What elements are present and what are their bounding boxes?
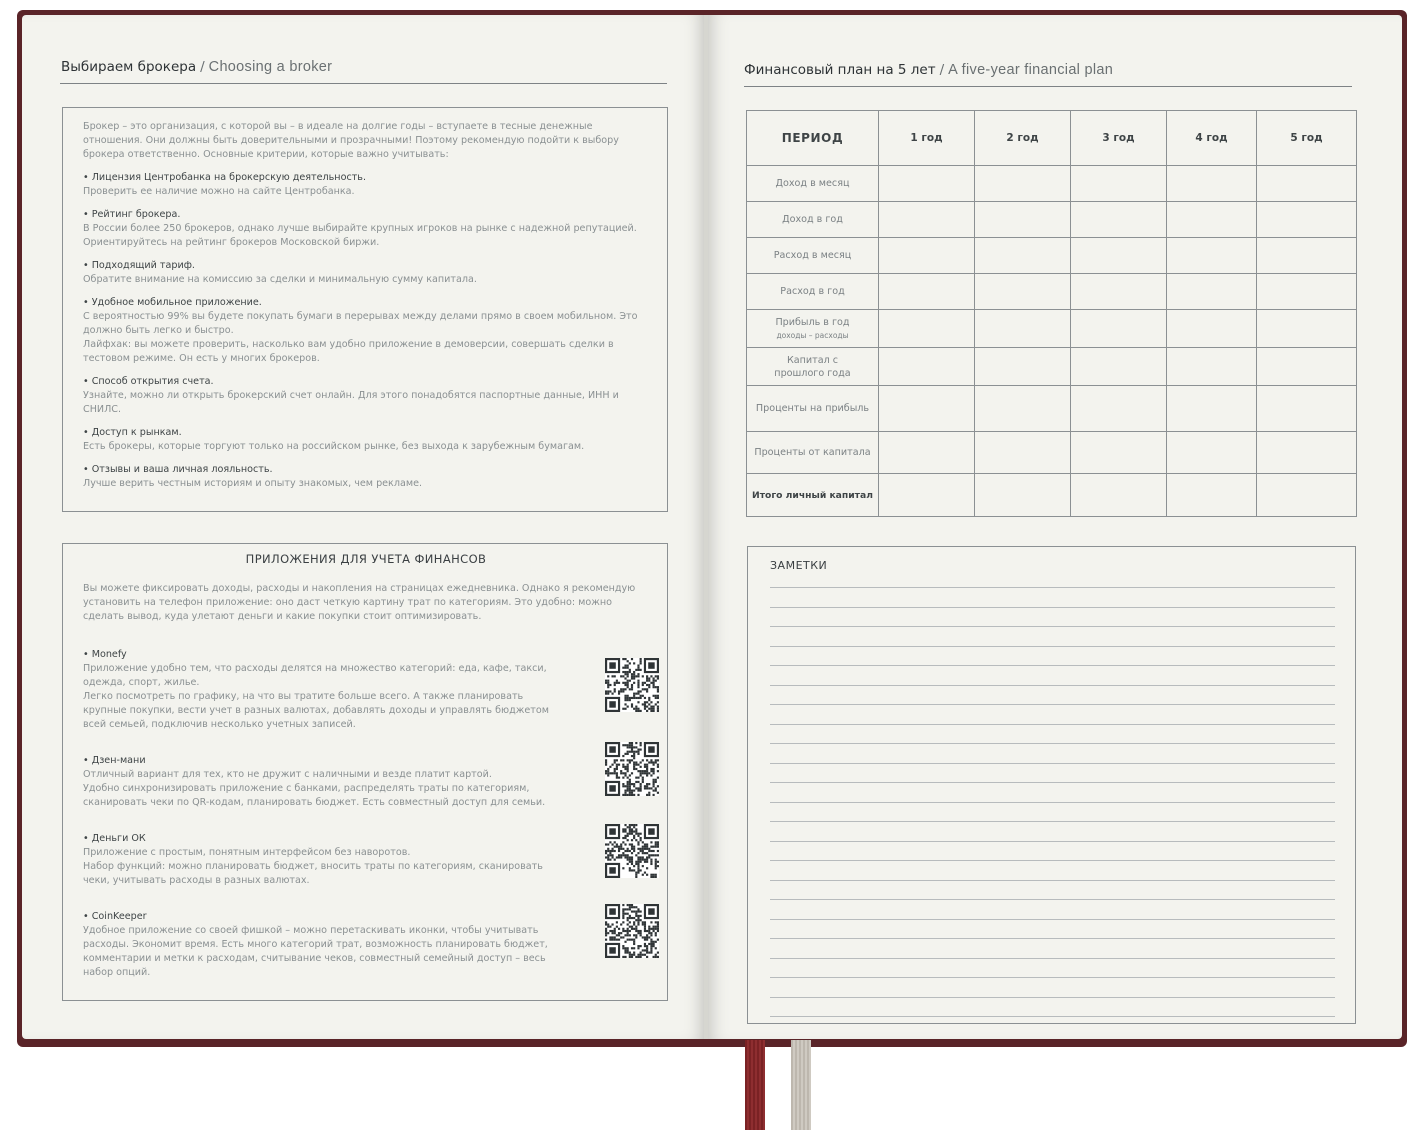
- broker-criteria-box: [62, 107, 668, 512]
- table-row: [747, 386, 1357, 432]
- note-line[interactable]: [770, 821, 1335, 822]
- note-line[interactable]: [770, 802, 1335, 803]
- table-cell[interactable]: [1257, 166, 1357, 202]
- note-line[interactable]: [770, 997, 1335, 998]
- qr-code-icon: [605, 904, 659, 958]
- app-text: Удобно синхронизировать приложение с банками, распределять траты по категориям, сканировать чеки по QR-кодам, планировать бюджет. Есть совместный доступ для семьи.: [83, 783, 546, 808]
- criterion-title: • Доступ к рынкам.: [83, 427, 182, 438]
- app-title: • Деньги ОК: [83, 833, 146, 844]
- table-cell[interactable]: [1257, 238, 1357, 274]
- app-text: Набор функций: можно планировать бюджет, вносить траты по категориям, сканировать чеки, учитывать расходы в разных валютах.: [83, 861, 543, 886]
- note-line[interactable]: [770, 1016, 1335, 1017]
- year-header: 1 год: [879, 111, 975, 166]
- table-cell[interactable]: [879, 166, 975, 202]
- table-cell[interactable]: [1071, 474, 1167, 517]
- table-cell[interactable]: [1257, 474, 1357, 517]
- criterion-text: С вероятностью 99% вы будете покупать бумаги в перерывах между делами прямо в своем мобильном. Это должно быть легко и быстро.: [83, 311, 638, 336]
- app-entry-dengi-ok: [83, 832, 649, 888]
- header-en: Choosing a broker: [208, 59, 333, 75]
- table-cell[interactable]: [1167, 202, 1257, 238]
- table-cell[interactable]: [975, 202, 1071, 238]
- note-line[interactable]: [770, 607, 1335, 608]
- table-cell[interactable]: [1071, 166, 1167, 202]
- note-line[interactable]: [770, 587, 1335, 588]
- table-cell[interactable]: [1167, 238, 1257, 274]
- year-header: 4 год: [1167, 111, 1257, 166]
- criterion-title: • Рейтинг брокера.: [83, 209, 181, 220]
- header-ru: Финансовый план на 5 лет: [744, 62, 936, 78]
- criterion-title: • Лицензия Центробанка на брокерскую деятельность.: [83, 172, 367, 183]
- table-cell[interactable]: [1257, 386, 1357, 432]
- year-header: 3 год: [1071, 111, 1167, 166]
- table-cell[interactable]: [879, 310, 975, 348]
- app-text: Приложение с простым, понятным интерфейсом без наворотов.: [83, 847, 411, 858]
- left-page-header: [61, 59, 332, 75]
- note-line[interactable]: [770, 782, 1335, 783]
- header-ru: Выбираем брокера: [61, 59, 197, 75]
- table-header-row: [747, 111, 1357, 166]
- table-cell[interactable]: [1167, 386, 1257, 432]
- note-line[interactable]: [770, 743, 1335, 744]
- row-label: Проценты на прибыль: [747, 386, 879, 432]
- five-year-plan-table: [746, 110, 1357, 517]
- table-cell[interactable]: [1257, 202, 1357, 238]
- table-cell[interactable]: [1257, 348, 1357, 386]
- row-label: Расход в месяц: [747, 238, 879, 274]
- table-cell[interactable]: [1167, 474, 1257, 517]
- note-line[interactable]: [770, 841, 1335, 842]
- note-line[interactable]: [770, 704, 1335, 705]
- qr-code-icon: [605, 824, 659, 878]
- row-label: Доход в месяц: [747, 166, 879, 202]
- table-cell[interactable]: [1167, 274, 1257, 310]
- table-cell[interactable]: [975, 348, 1071, 386]
- table-cell[interactable]: [975, 166, 1071, 202]
- app-title: • Monefy: [83, 649, 127, 660]
- note-line[interactable]: [770, 763, 1335, 764]
- table-cell[interactable]: [1071, 202, 1167, 238]
- table-cell[interactable]: [975, 310, 1071, 348]
- apps-title: ПРИЛОЖЕНИЯ ДЛЯ УЧЕТА ФИНАНСОВ: [245, 552, 487, 566]
- note-line[interactable]: [770, 919, 1335, 920]
- note-line[interactable]: [770, 938, 1335, 939]
- note-line[interactable]: [770, 646, 1335, 647]
- table-row: [747, 348, 1357, 386]
- table-cell[interactable]: [1071, 310, 1167, 348]
- bookmark-ribbon-beige[interactable]: [791, 1040, 811, 1130]
- table-cell[interactable]: [1167, 348, 1257, 386]
- criterion-text: Обратите внимание на комиссию за сделки и минимальную сумму капитала.: [83, 274, 477, 285]
- note-line[interactable]: [770, 899, 1335, 900]
- table-row: [747, 432, 1357, 474]
- app-title: • Дзен-мани: [83, 755, 146, 766]
- table-row: [747, 274, 1357, 310]
- criterion-text: В России более 250 брокеров, однако лучше выбирайте крупных игроков на рынке с надежной репутацией. Ориентируйтесь на рейтинг брокеров Московской биржи.: [83, 223, 637, 248]
- bookmark-ribbon-red[interactable]: [745, 1040, 765, 1130]
- header-en: A five-year financial plan: [948, 62, 1114, 78]
- table-cell[interactable]: [879, 202, 975, 238]
- criterion-text: Узнайте, можно ли открыть брокерский счет онлайн. Для этого понадобятся паспортные данные, ИНН и СНИЛС.: [83, 390, 619, 415]
- left-page: [22, 15, 705, 1039]
- header-rule: [744, 86, 1352, 87]
- criterion-text: Лучше верить честным историям и опыту знакомых, чем рекламе.: [83, 478, 423, 489]
- header-separator: /: [200, 59, 205, 75]
- note-line[interactable]: [770, 665, 1335, 666]
- table-cell[interactable]: [975, 274, 1071, 310]
- app-text: Легко посмотреть по графику, на что вы тратите больше всего. А также планировать крупные покупки, вести учет в разных валютах, добавлять доходы и управлять бюджетом всей семьей, подключив несколько учетных записей.: [83, 691, 549, 730]
- apps-intro: Вы можете фиксировать доходы, расходы и накопления на страницах ежедневника. Однако я рекомендую установить на телефон приложение: оно даст четкую картину трат по категориям. Это удобно: можно сделать вывод, куда улетают деньги и какие покупки стоит оптимизировать.: [83, 583, 636, 622]
- row-label: Проценты от капитала: [747, 432, 879, 474]
- notes-title: ЗАМЕТКИ: [770, 559, 828, 572]
- year-header: 5 год: [1257, 111, 1357, 166]
- table-cell[interactable]: [879, 348, 975, 386]
- table-row: [747, 202, 1357, 238]
- table-cell[interactable]: [1257, 310, 1357, 348]
- table-cell[interactable]: [1071, 238, 1167, 274]
- table-cell[interactable]: [975, 386, 1071, 432]
- note-line[interactable]: [770, 724, 1335, 725]
- row-label: Итого личный капитал: [747, 474, 879, 517]
- note-line[interactable]: [770, 626, 1335, 627]
- table-row: [747, 310, 1357, 348]
- note-line[interactable]: [770, 958, 1335, 959]
- table-row: [747, 238, 1357, 274]
- app-title: • CoinKeeper: [83, 911, 147, 922]
- note-line[interactable]: [770, 880, 1335, 881]
- note-line[interactable]: [770, 860, 1335, 861]
- note-line[interactable]: [770, 977, 1335, 978]
- criterion-title: • Отзывы и ваша личная лояльность.: [83, 464, 273, 475]
- criterion-title: • Подходящий тариф.: [83, 260, 195, 271]
- criterion-text: Проверить ее наличие можно на сайте Центробанка.: [83, 186, 355, 197]
- table-cell[interactable]: [879, 238, 975, 274]
- app-text: Отличный вариант для тех, кто не дружит с наличными и везде платит картой.: [83, 769, 492, 780]
- qr-code-icon: [605, 658, 659, 712]
- table-cell[interactable]: [1071, 348, 1167, 386]
- row-label-sub: доходы – расходы: [776, 330, 849, 340]
- table-cell[interactable]: [1167, 166, 1257, 202]
- table-cell[interactable]: [1071, 386, 1167, 432]
- row-label: Капитал с прошлого года: [747, 348, 879, 386]
- app-entry-monefy: [83, 648, 649, 732]
- criterion-text: Лайфхак: вы можете проверить, насколько вам удобно приложение в демоверсии, совершать сделки в тестовом режиме. Он есть у многих брокеров.: [83, 339, 614, 364]
- table-cell[interactable]: [879, 274, 975, 310]
- year-header: 2 год: [975, 111, 1071, 166]
- table-cell[interactable]: [975, 432, 1071, 474]
- row-label: Расход в год: [747, 274, 879, 310]
- table-cell[interactable]: [1071, 274, 1167, 310]
- app-text: Удобное приложение со своей фишкой – можно перетаскивать иконки, чтобы учитывать расходы. Экономит время. Есть много категорий трат, возможность планировать бюджет, комментарии и метки к расходам, считывание чеков, совместный семейный доступ – весь набор опций.: [83, 925, 548, 978]
- table-cell[interactable]: [1071, 432, 1167, 474]
- notes-box: [747, 546, 1356, 1024]
- table-cell[interactable]: [879, 432, 975, 474]
- table-cell[interactable]: [879, 386, 975, 432]
- criterion-title: • Способ открытия счета.: [83, 376, 214, 387]
- broker-criteria-text: [83, 120, 649, 491]
- broker-intro: Брокер – это организация, с которой вы – в идеале на долгие годы – вступаете в тесные денежные отношения. Они должны быть доверительными и прозрачными! Поэтому рекомендую подойти к выбору брокера ответственно. Основные критерии, которые важно учитывать:: [83, 121, 619, 160]
- header-separator: /: [939, 62, 945, 78]
- row-label-main: Прибыль в год: [775, 316, 850, 328]
- criterion-title: • Удобное мобильное приложение.: [83, 297, 262, 308]
- finance-apps-box: [62, 543, 668, 1001]
- qr-code-icon: [605, 742, 659, 796]
- table-cell[interactable]: [1167, 432, 1257, 474]
- note-line[interactable]: [770, 685, 1335, 686]
- row-label: [747, 310, 879, 348]
- table-cell[interactable]: [1257, 432, 1357, 474]
- table-cell[interactable]: [975, 238, 1071, 274]
- table-cell[interactable]: [1167, 310, 1257, 348]
- header-rule: [60, 83, 667, 84]
- table-cell[interactable]: [1257, 274, 1357, 310]
- row-label: Доход в год: [747, 202, 879, 238]
- table-cell[interactable]: [975, 474, 1071, 517]
- table-row: [747, 166, 1357, 202]
- right-page-header: [744, 62, 1113, 78]
- app-entry-coinkeeper: [83, 910, 649, 980]
- table-row: [747, 474, 1357, 517]
- criterion-text: Есть брокеры, которые торгуют только на российском рынке, без выхода к зарубежным бумагам.: [83, 441, 585, 452]
- table-cell[interactable]: [879, 474, 975, 517]
- app-entry-zenmoney: [83, 754, 649, 810]
- app-text: Приложение удобно тем, что расходы делятся на множество категорий: еда, кафе, такси, одежда, спорт, жилье.: [83, 663, 547, 688]
- period-header: ПЕРИОД: [747, 111, 879, 166]
